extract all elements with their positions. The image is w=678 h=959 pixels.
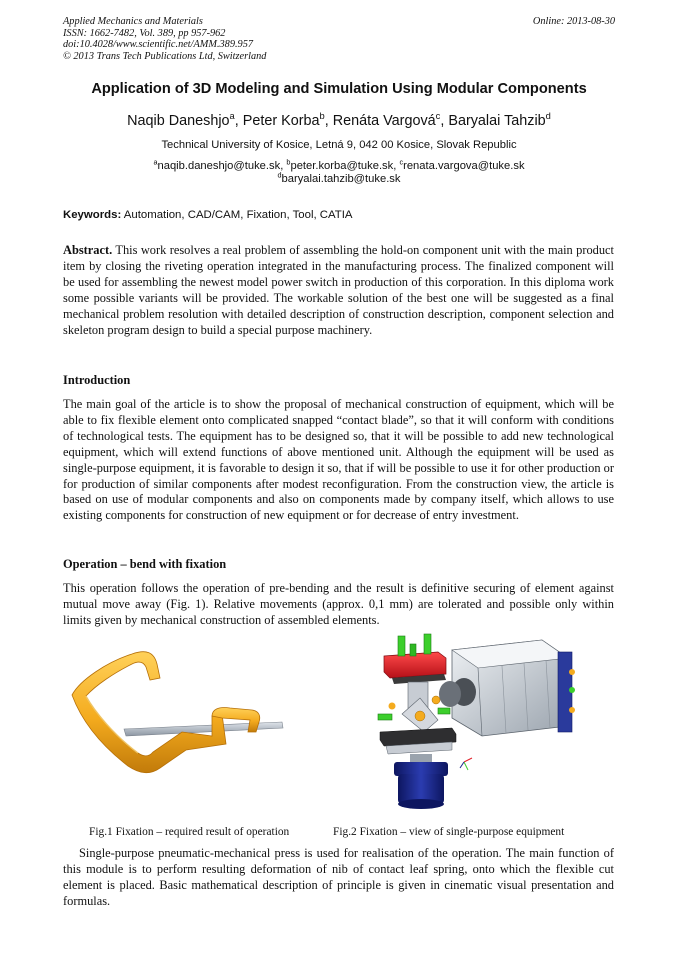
copyright-line: © 2013 Trans Tech Publications Ltd, Switzerland — [63, 50, 267, 62]
operation-text: This operation follows the operation of pre-bending and the result is definitive securing of element against mutual move away (Fig. 1). Relative movements (approx. 0,1 mm) are tolerated and possible only within limits given by mechanical construction of assembled elements. — [63, 581, 614, 627]
abstract — [63, 243, 614, 338]
leaf-spring — [72, 652, 226, 773]
introduction-heading: Introduction — [63, 373, 131, 387]
operation-heading: Operation – bend with fixation — [63, 557, 227, 571]
abstract-text: This work resolves a real problem of assembling the hold-on component unit with the main product item by closing the riveting operation integrated in the manufacturing process. The finalized component will be used for assembling the newest model power switch in production of this corporation. In this diploma work some possible variants will be provided. The workable solution of the best one will be suggested as a final mechanical problem resolution with detailed description of construction description, component selection and skeleton program design to build a special purpose machinery. — [63, 243, 614, 337]
running-header — [63, 16, 266, 62]
email-b[interactable]: $^b$peter.korba@tuke.sk — [286, 157, 394, 172]
journal-name: Applied Mechanics and Materials — [63, 16, 203, 27]
keywords — [63, 209, 353, 221]
email-d[interactable]: $^d$baryalai.tahzib@tuke.sk — [277, 170, 401, 185]
contact-blade — [124, 722, 283, 736]
author-4: Baryalai Tahzib$^d$ — [448, 111, 551, 129]
online-date: Online: 2013-08-30 — [532, 16, 615, 27]
issn-line: ISSN: 1662-7482, Vol. 389, pp 957-962 — [63, 27, 226, 39]
figure-2-press-illustration — [372, 628, 592, 814]
keywords-text: Automation, CAD/CAM, Fixation, Tool, CATIA — [121, 209, 353, 221]
keywords-label: Keywords: — [63, 209, 122, 221]
figure-2-caption: Fig.2 Fixation – view of single-purpose equipment — [333, 826, 565, 838]
author-emails: $^a$naqib.daneshjo@tuke.sk, $^b$peter.korba@tuke.sk, $^c$renata.vargova@tuke.sk $^d$baryalai.tahzib@tuke.sk — [153, 157, 525, 185]
figure-1-caption: Fig.1 Fixation – required result of operation — [89, 826, 290, 838]
email-c[interactable]: $^c$renata.vargova@tuke.sk — [399, 157, 525, 172]
author-1: Naqib Daneshjo$^a$, — [127, 111, 243, 129]
introduction-text: The main goal of the article is to show the proposal of mechanical construction of equipment, which will be able to fix flexible element onto complicated snapped “contact blade”, so that it will conform with conditions of technological tests. The equipment has to be designed so, that it will be possible to add new technological equipment, which will extend functions of above mentioned unit. Although the equipment will be used as single-purpose equipment, it is favorable to design it so, that if will be possible to use it for other production or for production of similar components after modest reconfiguration. From the construction view, the article is based on use of modular components and also on components made by company itself, which allows to use existing components for construction of new equipment or for decrease of entry investment. — [63, 397, 614, 523]
blue-cylinder — [394, 754, 448, 809]
email-a[interactable]: $^a$naqib.daneshjo@tuke.sk — [153, 157, 281, 172]
doi-line: doi:10.4028/www.scientific.net/AMM.389.957 — [63, 39, 253, 51]
author-list — [0, 113, 678, 129]
closing-paragraph: Single-purpose pneumatic-mechanical press is used for realisation of the operation. The main function of this module is to perform resulting deformation of nib of contact leaf spring, onto which the flexible cut element is placed. Basic mathematical description of principle is given in cinematic visual presentation and formulas. — [63, 846, 614, 908]
author-3: Renáta Vargová$^c$, — [332, 111, 449, 129]
affiliation: Technical University of Kosice, Letná 9, 042 00 Kosice, Slovak Republic — [161, 139, 517, 151]
author-2: Peter Korba$^b$, — [242, 111, 333, 129]
paper-title: Application of 3D Modeling and Simulation Using Modular Components — [91, 81, 587, 97]
abstract-label: Abstract. — [63, 243, 113, 257]
axis-triad-icon — [460, 758, 472, 770]
figure-1-spring-illustration — [62, 640, 302, 790]
